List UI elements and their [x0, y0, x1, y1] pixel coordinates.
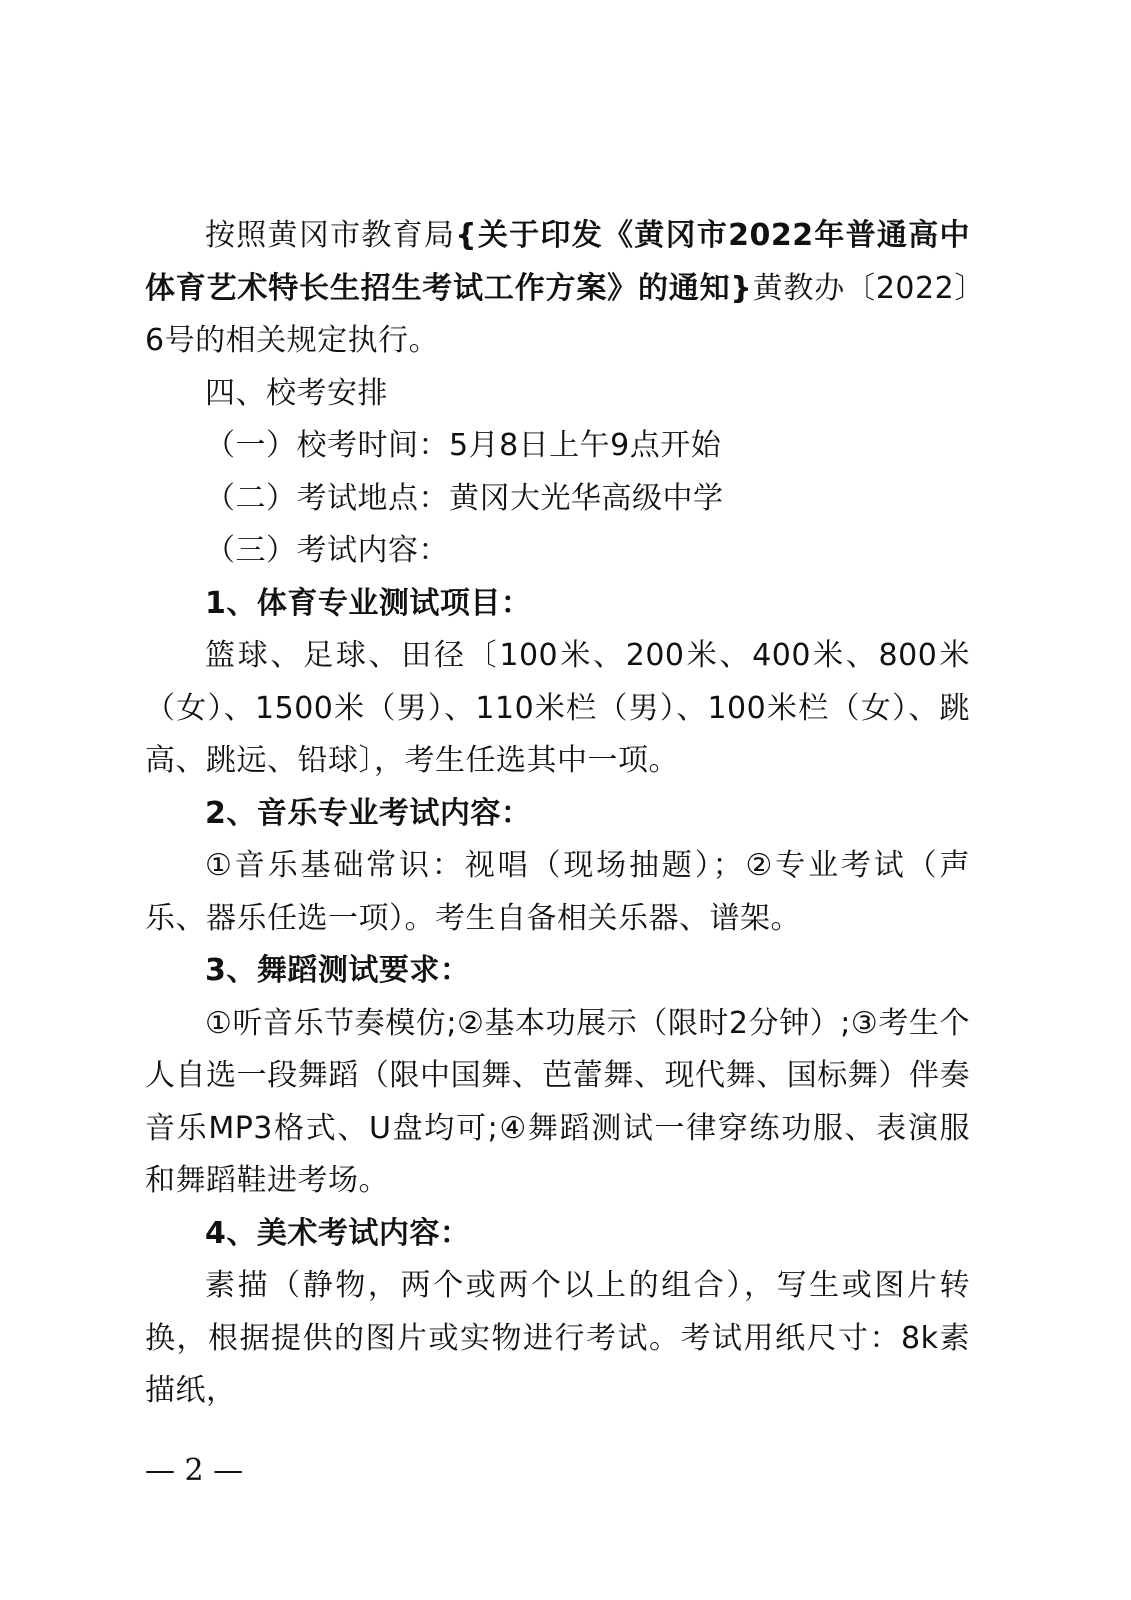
dance-heading: 3、舞蹈测试要求： [205, 953, 471, 988]
page-number: — 2 — [145, 1453, 244, 1488]
intro-text-pre: 按照黄冈市教育局 [205, 218, 456, 253]
exam-time: （一）校考时间：5月8日上午9点开始 [205, 428, 722, 463]
art-text: 素描（静物，两个或两个以上的组合），写生或图片转换，根据提供的图片或实物进行考试。考试用纸尺寸：8k素描纸， [145, 1268, 970, 1408]
music-heading: 2、音乐专业考试内容： [205, 795, 532, 831]
intro-text-post: 黄教办〔2022〕6号的相关规定执行。 [145, 270, 970, 358]
exam-content-label: （三）考试内容： [205, 533, 449, 568]
section-heading-4: 四、校考安排 [205, 375, 388, 411]
document-body [145, 210, 970, 1418]
pe-heading: 1、体育专业测试项目： [205, 585, 532, 621]
pe-text: 篮球、足球、田径〔100米、200米、400米、800米（女）、1500米（男）、110米栏（男）、100米栏（女）、跳高、跳远、铅球〕，考生任选其中一项。 [145, 638, 970, 778]
art-heading: 4、美术考试内容： [205, 1215, 471, 1251]
music-text: ①音乐基础常识：视唱（现场抽题）；②专业考试（声乐、器乐任选一项）。考生自备相关乐器、谱架。 [145, 848, 970, 936]
intro-paragraph [145, 210, 970, 368]
exam-place: （二）考试地点：黄冈大光华高级中学 [205, 480, 724, 516]
dance-text: ①听音乐节奏模仿;②基本功展示（限时2分钟）;③考生个人自选一段舞蹈（限中国舞、芭蕾舞、现代舞、国标舞）伴奏音乐MP3格式、U盘均可;④舞蹈测试一律穿练功服、表演服和舞蹈鞋进考场。 [145, 1005, 970, 1198]
notice-title: {关于印发《黄冈市2022年普通高中体育艺术特长生招生考试工作方案》的通知} [145, 218, 970, 306]
